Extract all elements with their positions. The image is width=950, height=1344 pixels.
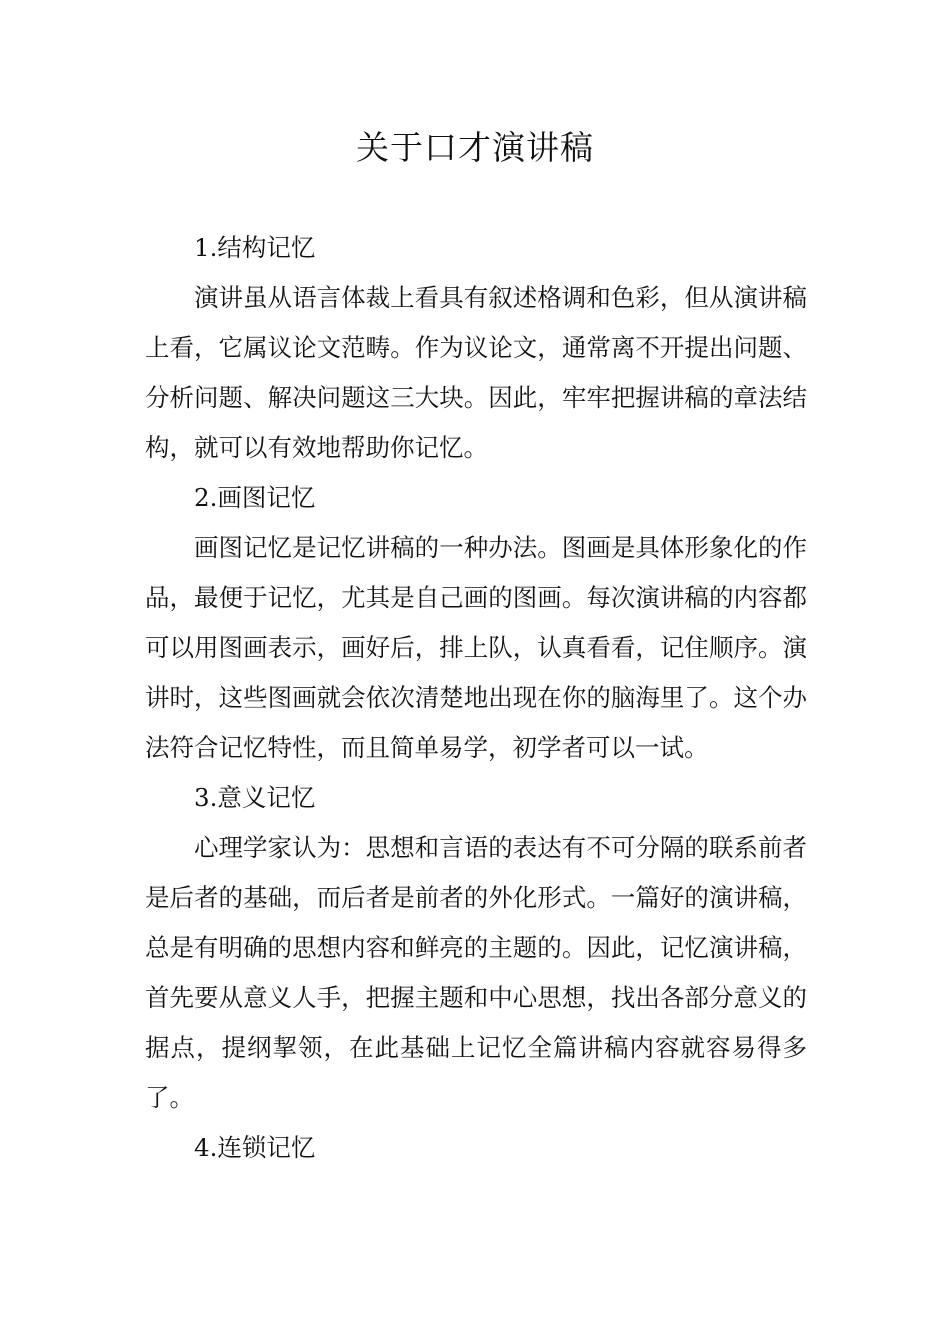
section-heading-3: 3.意义记忆 bbox=[194, 783, 316, 812]
document-title: 关于口才演讲稿 bbox=[356, 128, 594, 167]
section-heading-4: 4.连锁记忆 bbox=[194, 1133, 316, 1162]
section-paragraph-1: 演讲虽从语言体裁上看具有叙述格调和色彩，但从演讲稿上看，它属议论文范畴。作为议论文，通常离不开提出问题、分析问题、解决问题这三大块。因此，牢牢把握讲稿的章法结构，就可以有效地帮助你记忆。 bbox=[145, 283, 807, 462]
section-heading-2: 2.画图记忆 bbox=[194, 483, 316, 512]
section-paragraph-2: 画图记忆是记忆讲稿的一种办法。图画是具体形象化的作品，最便于记忆，尤其是自己画的图画。每次演讲稿的内容都可以用图画表示，画好后，排上队，认真看看，记住顺序。演讲时，这些图画就会依次清楚地出现在你的脑海里了。这个办法符合记忆特性，而且简单易学，初学者可以一试。 bbox=[145, 533, 807, 762]
section-heading-1: 1.结构记忆 bbox=[194, 233, 316, 262]
section-paragraph-3: 心理学家认为：思想和言语的表达有不可分隔的联系前者是后者的基础，而后者是前者的外化形式。一篇好的演讲稿，总是有明确的思想内容和鲜亮的主题的。因此，记忆演讲稿，首先要从意义人手，把握主题和中心思想，找出各部分意义的据点，提纲挈领，在此基础上记忆全篇讲稿内容就容易得多了。 bbox=[145, 833, 807, 1112]
document-body bbox=[145, 223, 807, 1173]
